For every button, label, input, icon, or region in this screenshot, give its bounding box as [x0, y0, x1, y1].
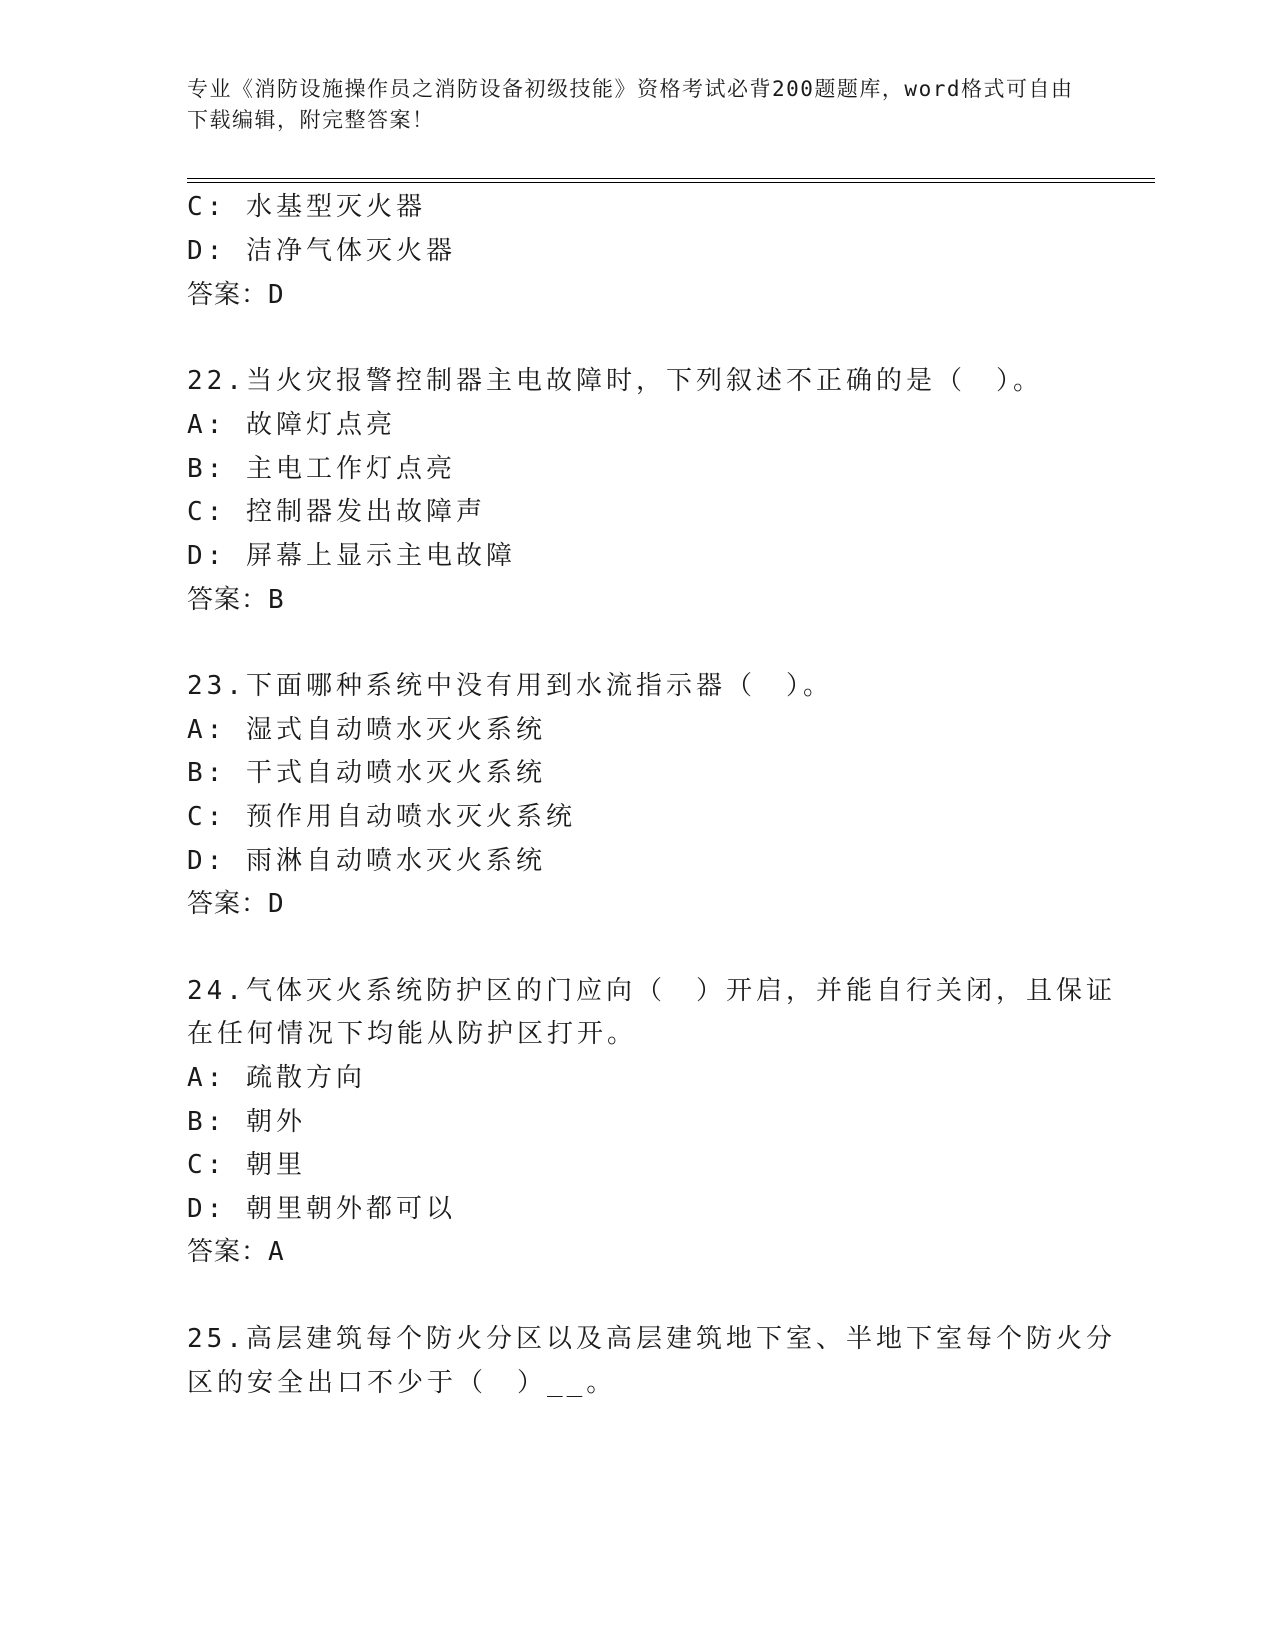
q24-stem-line1: 24.气体灭火系统防护区的门应向（ ）开启，并能自行关闭，且保证	[187, 976, 1116, 1006]
q24-option-b: B: 朝外	[187, 1107, 306, 1137]
header-text: 专业《消防设施操作员之消防设备初级技能》资格考试必背200题题库，word格式可自由下载编辑，附完整答案！	[187, 77, 1074, 132]
q23-option-d: D: 雨淋自动喷水灭火系统	[187, 846, 546, 876]
q24-option-d: D: 朝里朝外都可以	[187, 1194, 456, 1224]
q22-stem: 22.当火灾报警控制器主电故障时，下列叙述不正确的是（ ）。	[187, 366, 1043, 396]
q25-stem-line1: 25.高层建筑每个防火分区以及高层建筑地下室、半地下室每个防火分	[187, 1324, 1116, 1354]
q22-option-a: A: 故障灯点亮	[187, 410, 396, 440]
q22-option-b: B: 主电工作灯点亮	[187, 454, 456, 484]
prev-answer: 答案：D	[187, 280, 285, 310]
q24-stem-line2: 在任何情况下均能从防护区打开。	[187, 1019, 638, 1049]
q24-answer: 答案：A	[187, 1237, 285, 1267]
header-rule-top	[187, 178, 1155, 179]
prev-option-d: D: 洁净气体灭火器	[187, 236, 456, 266]
q25-stem-line2: 区的安全出口不少于（ ）__。	[187, 1368, 617, 1398]
document-header	[187, 74, 1087, 136]
q23-option-a: A: 湿式自动喷水灭火系统	[187, 715, 546, 745]
q23-option-c: C: 预作用自动喷水灭火系统	[187, 802, 576, 832]
header-rule-bottom	[187, 182, 1155, 183]
q22-option-d: D: 屏幕上显示主电故障	[187, 541, 516, 571]
q22-option-c: C: 控制器发出故障声	[187, 497, 486, 527]
q23-option-b: B: 干式自动喷水灭火系统	[187, 758, 546, 788]
q24-option-a: A: 疏散方向	[187, 1063, 366, 1093]
q22-answer: 答案：B	[187, 585, 285, 615]
q24-option-c: C: 朝里	[187, 1150, 306, 1180]
q23-answer: 答案：D	[187, 889, 285, 919]
q23-stem: 23.下面哪种系统中没有用到水流指示器（ ）。	[187, 671, 833, 701]
prev-option-c: C: 水基型灭火器	[187, 192, 426, 222]
